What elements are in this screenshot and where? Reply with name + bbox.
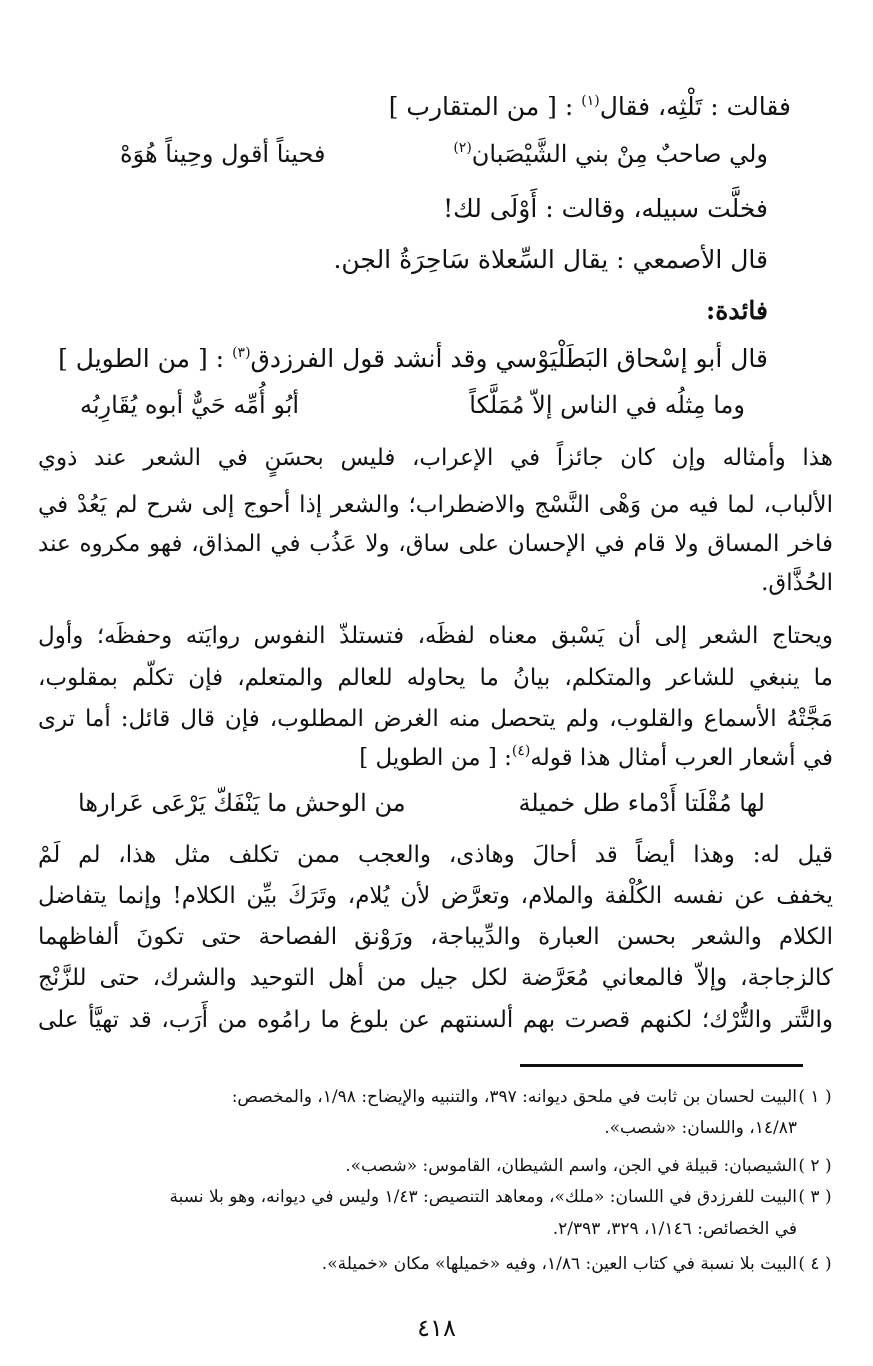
verse-3-first-hemistich: لها مُقْلَتا أَدْماء طل خميلة (518, 789, 765, 817)
footnote-number: ( ٣ ) (798, 1187, 832, 1207)
paragraph-1-line-1: هذا وأمثاله وإن كان جائزاً في الإعراب، فليس بحسَنٍ في الشعر عند ذوي (38, 445, 833, 471)
footnote-text: الشيصبان: قبيلة في الجن، واسم الشيطان، القاموس: «شصب». (345, 1156, 797, 1176)
footnote-3 (169, 1184, 833, 1211)
footnote-text: البيت لحسان بن ثابت في ملحق ديوانه: ٣٩٧، والتنبيه والإيضاح: ١/٩٨، والمخصص: (231, 1087, 797, 1107)
footnote-separator (520, 1064, 803, 1067)
paragraph-3-line-1: قيل له: وهذا أيضاً قد أحالَ وهاذى، والعجب ممن تكلف مثل هذا، لم لَمْ (38, 842, 833, 868)
verse-2-first-hemistich: وما مِثلُه في الناس إلاّ مُمَلَّكاً (469, 391, 745, 419)
footnote-ref: (٤) (511, 743, 531, 759)
footnote-number: ( ٢ ) (798, 1156, 832, 1176)
intro-line (389, 90, 791, 124)
paragraph-2-text: في أشعار العرب أمثال هذا قوله (530, 745, 833, 771)
footnote-4 (322, 1251, 833, 1278)
attribution-line (58, 342, 768, 376)
verse-1-second-hemistich: فحيناً أقول وحِيناً هُوَهْ (120, 140, 326, 168)
footnote-number: ( ٤ ) (798, 1254, 832, 1274)
footnote-1-cont: ١٤/٨٣، واللسان: «شصب». (604, 1118, 797, 1138)
footnote-ref: (٢) (453, 140, 472, 156)
footnote-ref: (١) (581, 93, 600, 109)
paragraph-2-line-3: مَجَّتْهُ الأسماع والقلوب، ولم يتحصل منه الغرض المطلوب، فإن قال قائل: أما ترى (38, 706, 833, 732)
attribution-text: قال أبو إسْحاق البَطَلْيَوْسي وقد أنشد قول الفرزدق (250, 344, 768, 373)
paragraph-1-line-4: الحُذَّاق. (761, 570, 833, 596)
verse-1-first-hemistich (453, 140, 768, 168)
paragraph-3-line-4: كالزجاجة، وإلاّ فالمعاني مُعَرَّضة لكل جيل من أهل التوحيد والشرك، حتى للزَّنْج (38, 965, 833, 991)
paragraph-3-line-2: يخفف عن نفسه الكُلْفة والملام، وتعرَّض لأن يُلام، وتَرَكَ بيِّن الكلام! وإنما يتفاضل (38, 883, 833, 909)
footnote-3-cont: في الخصائص: ١/١٤٦، ٣٢٩، ٢/٣٩٣. (552, 1219, 797, 1239)
paragraph-2-line-2: ما ينبغي للشاعر والمتكلم، بيانُ ما يحاوله للعالم والمتعلم، فإن تكلّم بمقلوب، (38, 665, 833, 691)
meter-label: : [ من الطويل ] (58, 344, 233, 373)
paragraph-3-line-5: والتَّتر والتُّرْك؛ لكنهم قصرت بهم ألسنتهم عن بلوغ ما رامُوه من أَرَب، قد تهيَّأ على (38, 1007, 833, 1033)
footnote-number: ( ١ ) (798, 1087, 832, 1107)
meter-label: : [ من الطويل ] (359, 745, 512, 771)
footnote-ref: (٣) (232, 345, 251, 361)
verse-1-right: ولي صاحبٌ مِنْ بني الشَّيْصَبان (471, 140, 768, 168)
text-line: فخلَّت سبيله، وقالت : أَوْلَى لك! (443, 194, 768, 223)
footnote-2 (345, 1153, 833, 1180)
paragraph-3-line-3: الكلام والشعر بحسن العبارة والدِّيباجة، ورَوْنق الفصاحة حتى تكونَ ألفاظهما (38, 924, 833, 950)
paragraph-2-line-1: ويحتاج الشعر إلى أن يَسْبق معناه لفظَه، فتستلذّ النفوس روايَته وحفظَه؛ وأول (38, 623, 833, 649)
text-line: قال الأصمعي : يقال السِّعلاة سَاحِرَةُ الجن. (333, 245, 768, 274)
meter-label: : [ من المتقارب ] (388, 92, 582, 121)
footnote-text: البيت بلا نسبة في كتاب العين: ١/٨٦، وفيه «خميلها» مكان «خميلة». (321, 1254, 797, 1274)
footnote-text: البيت للفرزدق في اللسان: «ملك»، ومعاهد التنصيص: ١/٤٣ وليس في ديوانه، وهو بلا نسبة (169, 1187, 797, 1207)
paragraph-2-line-4 (359, 741, 833, 775)
page-number: ٤١٨ (417, 1314, 456, 1342)
section-heading: فائدة: (706, 296, 768, 325)
footnote-1 (232, 1084, 833, 1111)
paragraph-1-line-3: فاخر المساق ولا قام في الإحسان على ساق، ولا عَذُب في المذاق، فهو مكروه عند (38, 531, 833, 557)
verse-2-second-hemistich: أبُو أُمِّه حَيٌّ أبوه يُقَارِبُه (80, 391, 300, 419)
paragraph-1-line-2: الألباب، لما فيه من وَهْى النَّسْج والاضطراب؛ والشعر إذا أحوج إلى شرح لم يَعُدْ في (38, 492, 833, 518)
verse-3-second-hemistich: من الوحش ما يَنْفَكّ يَرْعَى عَرارها (78, 789, 406, 817)
intro-text: فقالت : تَلْثِه، فقال (599, 92, 791, 121)
